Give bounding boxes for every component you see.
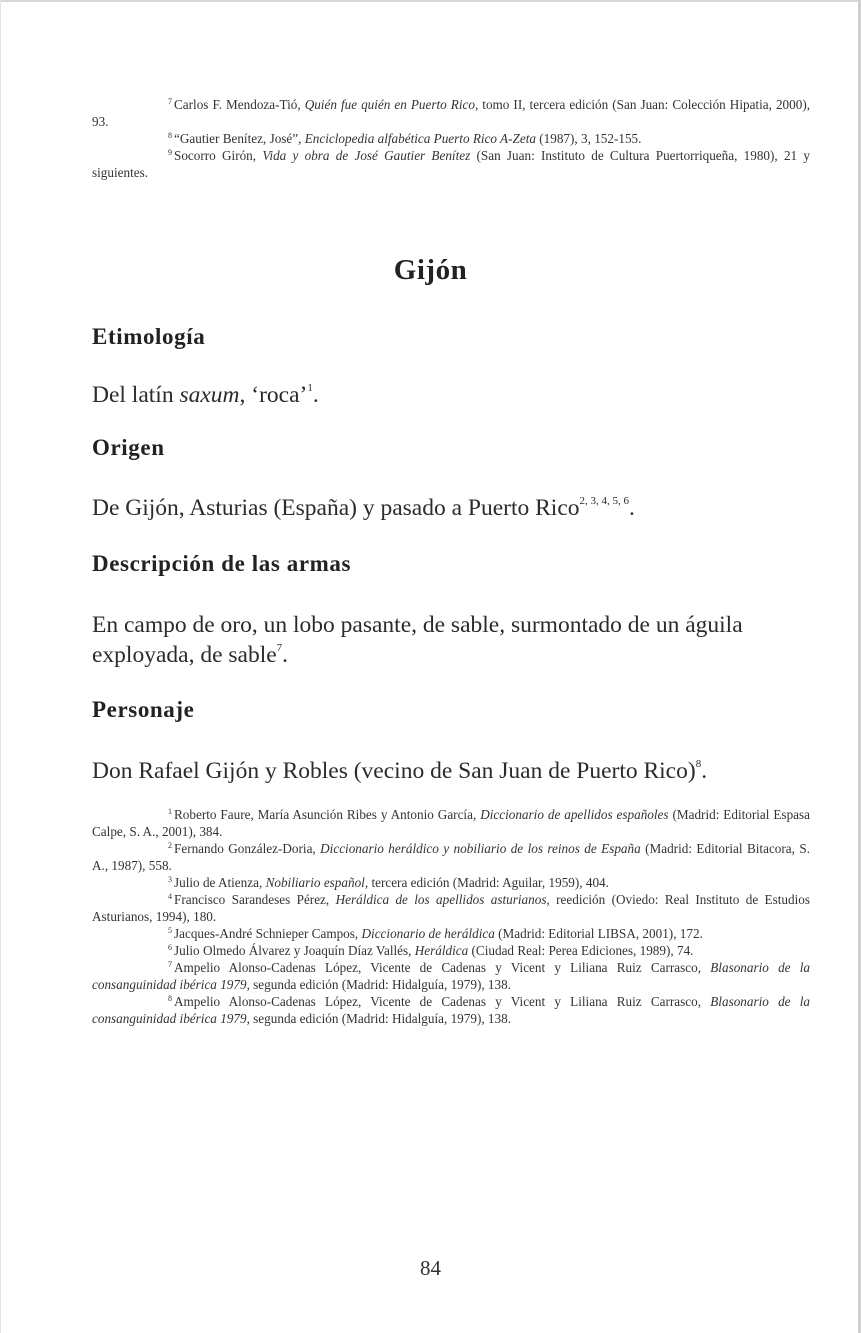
text-segment: Carlos F. Mendoza-Tió,	[174, 97, 305, 112]
italic-text: Nobiliario español	[265, 875, 365, 890]
footnote-number: 4	[168, 892, 172, 901]
footnote-number: 8	[168, 994, 172, 1003]
personaje-text	[92, 756, 810, 786]
page-number: 84	[420, 1256, 441, 1280]
footnote-number: 1	[168, 807, 172, 816]
text-segment: (Ciudad Real: Perea Ediciones, 1989), 74.	[468, 943, 694, 958]
footnote-number: 6	[168, 943, 172, 952]
text-segment: En campo de oro, un lobo pasante, de sable, surmontado de un águila exployada, de sable	[92, 612, 743, 668]
text-segment: Del latín	[92, 382, 180, 408]
footnote-ref: 7	[276, 642, 283, 654]
footnote-number: 3	[168, 875, 172, 884]
footnote	[92, 840, 810, 874]
footnote-number: 8	[168, 131, 172, 140]
footnote-number: 7	[168, 960, 172, 969]
footnote	[92, 147, 810, 181]
text-segment: .	[701, 758, 708, 784]
page-top-edge	[0, 0, 861, 2]
text-segment: (Madrid: Editorial Bitacora, S. A., 1987), 558.	[92, 841, 810, 873]
footnote	[92, 942, 810, 959]
footnote	[92, 925, 810, 942]
heading-origen: Origen	[92, 435, 165, 460]
origen-text	[92, 493, 810, 523]
text-segment: (1987), 3, 152-155.	[535, 131, 642, 146]
heading-etimologia: Etimología	[92, 324, 206, 349]
footnote-ref: 8	[695, 758, 702, 770]
text-segment: Ampelio Alonso-Cadenas López, Vicente de Cadenas y Vicent y Liliana Ruiz Carrasco,	[174, 960, 711, 975]
text-segment: , ‘roca’	[239, 382, 308, 408]
page-left-edge	[0, 0, 1, 1333]
italic-text: Blasonario de la consanguinidad ibérica 1979	[92, 994, 811, 1026]
italic-text: saxum	[179, 382, 240, 408]
text-segment: Fernando González-Doria,	[174, 841, 321, 856]
text-segment: Julio de Atienza,	[174, 875, 266, 890]
italic-text: Vida y obra de José Gautier Benítez	[262, 148, 471, 163]
continued-footnotes	[92, 96, 810, 181]
footnote-number: 9	[168, 148, 172, 157]
italic-text: Heráldica de los apellidos asturianos	[335, 892, 547, 907]
footnote	[92, 96, 810, 130]
text-segment: , segunda edición (Madrid: Hidalguía, 1979), 138.	[246, 1011, 512, 1026]
page-title: Gijón	[393, 254, 468, 286]
italic-text: Diccionario de apellidos españoles	[480, 807, 669, 822]
text-segment: (Madrid: Editorial LIBSA, 2001), 172.	[494, 926, 703, 941]
text-segment: “Gautier Benítez, José”,	[174, 131, 305, 146]
text-segment: Don Rafael Gijón y Robles (vecino de San Juan de Puerto Rico)	[92, 758, 696, 784]
footnote	[92, 993, 810, 1027]
footnote	[92, 891, 810, 925]
text-segment: .	[312, 382, 319, 408]
etimologia-text	[92, 380, 810, 410]
text-segment: , reedición (Oviedo: Real Instituto de Estudios Asturianos, 1994), 180.	[92, 892, 810, 924]
footnote	[92, 959, 810, 993]
text-segment: .	[629, 495, 635, 521]
text-segment: Julio Olmedo Álvarez y Joaquín Díaz Vallés,	[174, 943, 415, 958]
text-segment: , segunda edición (Madrid: Hidalguía, 1979), 138.	[246, 977, 512, 992]
text-segment: , tercera edición (Madrid: Aguilar, 1959), 404.	[364, 875, 609, 890]
italic-text: Quién fue quién en Puerto Rico	[304, 97, 475, 112]
italic-text: Diccionario de heráldica	[361, 926, 495, 941]
footnote-number: 7	[168, 97, 172, 106]
italic-text: Enciclopedia alfabética Puerto Rico A-Zeta	[304, 131, 536, 146]
italic-text: Diccionario heráldico y nobiliario de los reinos de España	[320, 841, 641, 856]
text-segment: , tomo II, tercera edición (San Juan: Colección Hipatia, 2000), 93.	[92, 97, 811, 129]
heading-descripcion: Descripción de las armas	[92, 551, 352, 576]
footnote-ref: 2, 3, 4, 5, 6	[579, 495, 630, 507]
footnote-number: 5	[168, 926, 172, 935]
footnote	[92, 130, 810, 147]
italic-text: Blasonario de la consanguinidad ibérica 1979	[92, 960, 811, 992]
text-segment: Jacques-André Schnieper Campos,	[174, 926, 362, 941]
text-segment: Roberto Faure, María Asunción Ribes y Antonio García,	[174, 807, 481, 822]
italic-text: Heráldica	[414, 943, 469, 958]
heading-personaje: Personaje	[92, 697, 195, 722]
text-segment: (Madrid: Editorial Espasa Calpe, S. A., 2001), 384.	[92, 807, 810, 839]
text-segment: .	[282, 642, 289, 668]
footnote-ref: 1	[307, 382, 313, 394]
footnotes	[92, 806, 810, 1027]
text-segment: Socorro Girón,	[174, 148, 263, 163]
text-segment: (San Juan: Instituto de Cultura Puertorriqueña, 1980), 21 y siguientes.	[92, 148, 810, 180]
footnote	[92, 874, 810, 891]
text-segment: De Gijón, Asturias (España) y pasado a Puerto Rico	[92, 495, 580, 521]
footnote-number: 2	[168, 841, 172, 850]
footnote	[92, 806, 810, 840]
text-segment: Ampelio Alonso-Cadenas López, Vicente de Cadenas y Vicent y Liliana Ruiz Carrasco,	[174, 994, 711, 1009]
text-segment: Francisco Sarandeses Pérez,	[174, 892, 336, 907]
descripcion-text	[92, 610, 810, 670]
